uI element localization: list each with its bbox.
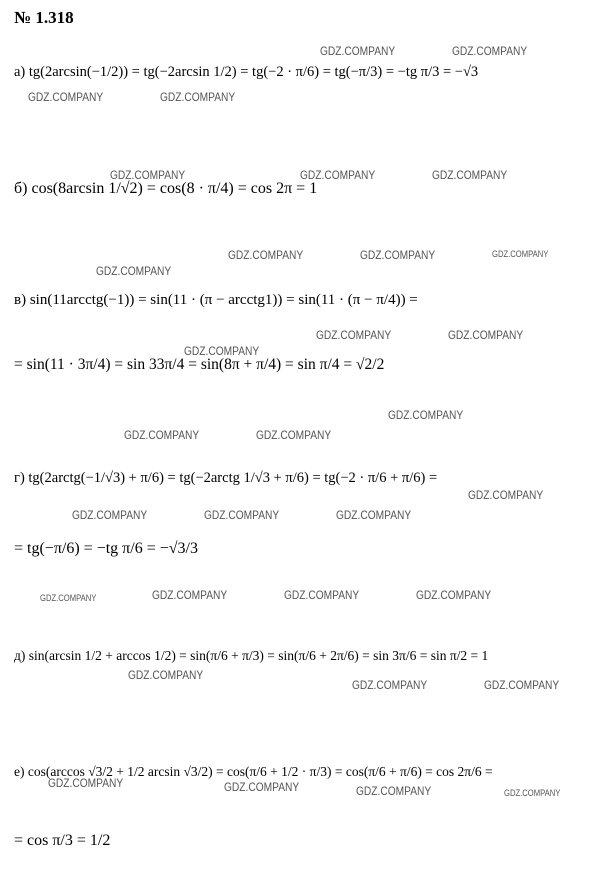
watermark: GDZ.COMPANY	[204, 508, 280, 522]
watermark: GDZ.COMPANY	[96, 264, 172, 278]
watermark: GDZ.COMPANY	[336, 508, 412, 522]
watermark: GDZ.COMPANY	[388, 408, 464, 422]
watermark: GDZ.COMPANY	[360, 248, 436, 262]
watermark: GDZ.COMPANY	[72, 508, 148, 522]
watermark: GDZ.COMPANY	[300, 168, 376, 182]
watermark: GDZ.COMPANY	[316, 328, 392, 342]
watermark: GDZ.COMPANY	[48, 776, 124, 790]
watermark: GDZ.COMPANY	[484, 678, 560, 692]
watermark: GDZ.COMPANY	[160, 90, 236, 104]
watermark: GDZ.COMPANY	[284, 588, 360, 602]
watermark: GDZ.COMPANY	[504, 788, 561, 798]
watermark: GDZ.COMPANY	[28, 90, 104, 104]
watermark: GDZ.COMPANY	[416, 588, 492, 602]
watermark: GDZ.COMPANY	[352, 678, 428, 692]
solution-line-e2: = cos π/3 = 1/2	[14, 832, 111, 849]
watermark: GDZ.COMPANY	[110, 168, 186, 182]
watermark: GDZ.COMPANY	[452, 44, 528, 58]
watermark: GDZ.COMPANY	[356, 784, 432, 798]
solution-line-a: а) tg(2arcsin(−1/2)) = tg(−2arcsin 1/2) = tg(−2 · π/6) = tg(−π/3) = −tg π/3 = −√3	[14, 64, 479, 80]
watermark: GDZ.COMPANY	[184, 344, 260, 358]
solution-line-e1: е) cos(arccos √3/2 + 1/2 arcsin √3/2) = cos(π/6 + 1/2 · π/3) = cos(π/6 + π/6) = cos 2π/6 =	[14, 764, 493, 779]
solution-line-d: д) sin(arcsin 1/2 + arccos 1/2) = sin(π/6 + π/3) = sin(π/6 + 2π/6) = sin 3π/6 = sin π/2 = 1	[14, 648, 489, 663]
watermark: GDZ.COMPANY	[152, 588, 228, 602]
watermark: GDZ.COMPANY	[468, 488, 544, 502]
watermark: GDZ.COMPANY	[492, 249, 549, 259]
watermark: GDZ.COMPANY	[124, 428, 200, 442]
watermark: GDZ.COMPANY	[256, 428, 332, 442]
solution-line-v2: = sin(11 · 3π/4) = sin 33π/4 = sin(8π + π/4) = sin π/4 = √2/2	[14, 356, 385, 373]
problem-number: № 1.318	[14, 8, 74, 27]
solution-line-g2: = tg(−π/6) = −tg π/6 = −√3/3	[14, 540, 198, 557]
solution-line-v1: в) sin(11arcctg(−1)) = sin(11 · (π − arcctg1)) = sin(11 · (π − π/4)) =	[14, 292, 418, 308]
watermark: GDZ.COMPANY	[128, 668, 204, 682]
solution-line-b: б) cos(8arcsin 1/√2) = cos(8 · π/4) = cos 2π = 1	[14, 180, 318, 197]
watermark: GDZ.COMPANY	[224, 780, 300, 794]
watermark: GDZ.COMPANY	[448, 328, 524, 342]
watermark: GDZ.COMPANY	[228, 248, 304, 262]
watermark: GDZ.COMPANY	[40, 593, 97, 603]
solution-line-g1: г) tg(2arctg(−1/√3) + π/6) = tg(−2arctg 1/√3 + π/6) = tg(−2 · π/6 + π/6) =	[14, 470, 438, 486]
watermark: GDZ.COMPANY	[432, 168, 508, 182]
watermark: GDZ.COMPANY	[320, 44, 396, 58]
